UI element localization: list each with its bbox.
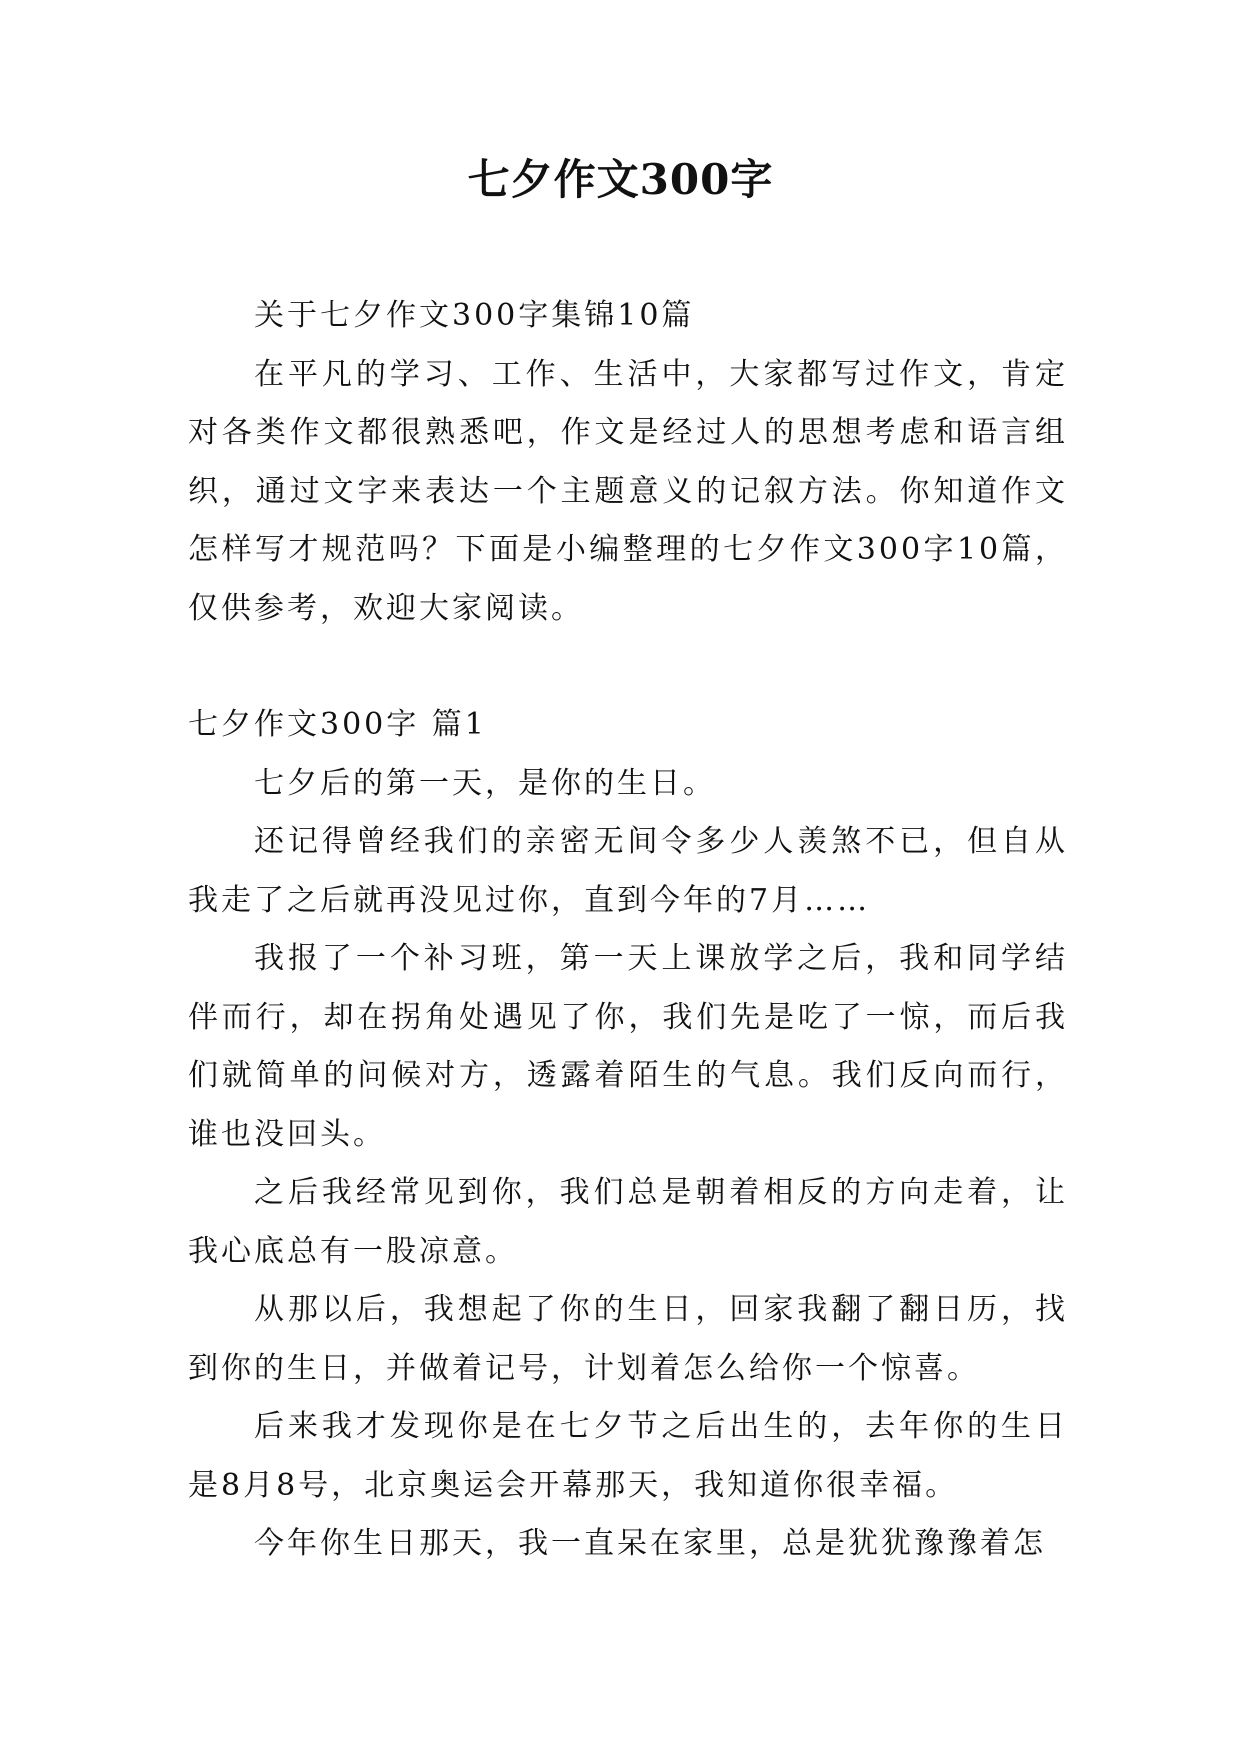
section-heading: 七夕作文300字 篇1 (188, 707, 487, 742)
body-paragraph: 我报了一个补习班，第一天上课放学之后，我和同学结伴而行，却在拐角处遇见了你，我们先是吃了一惊，而后我们就简单的问候对方，透露着陌生的气息。我们反向而行，谁也没回头。 (188, 941, 1068, 1152)
body-paragraph: 从那以后，我想起了你的生日，回家我翻了翻日历，找到你的生日，并做着记号，计划着怎么给你一个惊喜。 (188, 1292, 1068, 1386)
body-paragraph: 今年你生日那天，我一直呆在家里，总是犹犹豫豫着怎 (254, 1526, 1046, 1561)
document-title: 七夕作文300字 (467, 155, 774, 204)
body-paragraph: 后来我才发现你是在七夕节之后出生的，去年你的生日是8月8号，北京奥运会开幕那天，我知道你很幸福。 (188, 1409, 1068, 1503)
body-paragraph: 之后我经常见到你，我们总是朝着相反的方向走着，让我心底总有一股凉意。 (188, 1175, 1068, 1269)
intro-heading: 关于七夕作文300字集锦10篇 (254, 298, 695, 333)
intro-paragraph: 在平凡的学习、工作、生活中，大家都写过作文，肯定对各类作文都很熟悉吧，作文是经过人的思想考虑和语言组织，通过文字来表达一个主题意义的记叙方法。你知道作文怎样写才规范吗？下面是小编整理的七夕作文300字10篇，仅供参考，欢迎大家阅读。 (188, 356, 1068, 626)
body-paragraph: 七夕后的第一天，是你的生日。 (254, 765, 716, 801)
document-body (188, 287, 1068, 1574)
body-paragraph: 还记得曾经我们的亲密无间令多少人羡煞不已，但自从我走了之后就再没见过你，直到今年的7月…… (188, 824, 1068, 918)
